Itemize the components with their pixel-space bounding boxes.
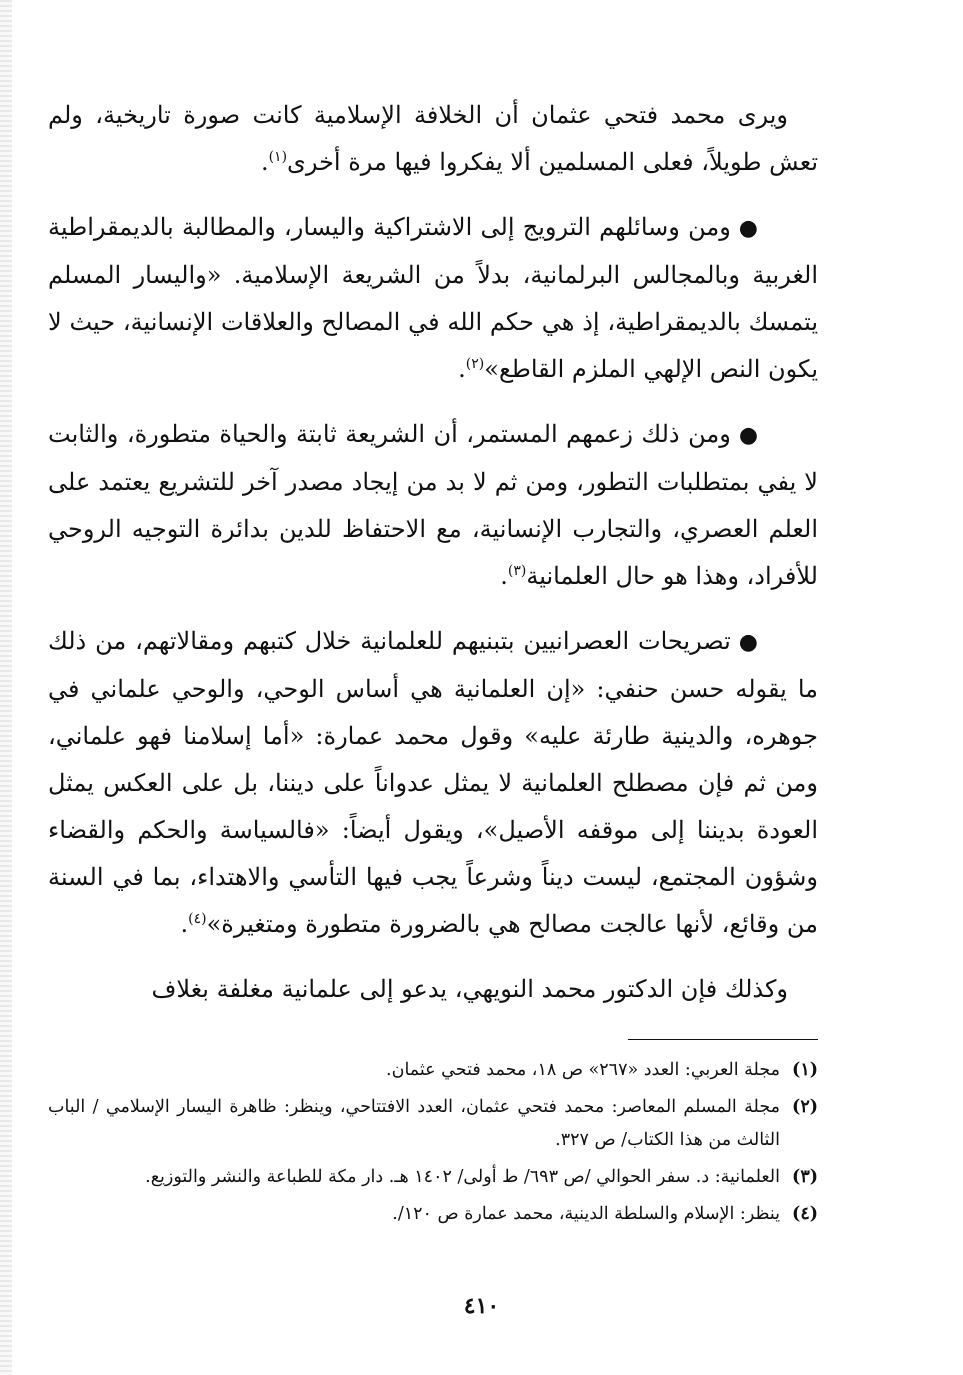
paragraph-1	[48, 92, 818, 186]
footnote-text: مجلة المسلم المعاصر: محمد فتحي عثمان، العدد الافتتاحي، وينظر: ظاهرة اليسار الإسلامي / الباب الثالث من هذا الكتاب/ ص ٣٢٧.	[48, 1097, 780, 1150]
bullet-icon: ●	[738, 423, 759, 448]
footnote-text: مجلة العربي: العدد «٢٦٧» ص ١٨، محمد فتحي عثمان.	[386, 1060, 780, 1080]
paragraph-text: ومن وسائلهم الترويج إلى الاشتراكية واليسار، والمطالبة بالديمقراطية الغربية وبالمجالس البرلمانية، بدلاً من الشريعة الإسلامية. «واليسار المسلم يتمسك بالديمقراطية، إذ هي حكم الله في المصالح والعلاقات الإنسانية، حيث لا يكون النص الإلهي الملزم القاطع»	[48, 213, 818, 383]
paragraph-5	[48, 966, 818, 1013]
footnote-ref: (١)	[268, 149, 288, 165]
footnote-text: العلمانية: د. سفر الحوالي /ص ٦٩٣/ ط أولى/ ١٤٠٢ هـ. دار مكة للطباعة والنشر والتوزيع.	[145, 1167, 780, 1187]
footnote-number: (٤)	[792, 1204, 818, 1224]
bullet-icon: ●	[738, 630, 758, 655]
paragraph-tail: .	[458, 355, 466, 383]
footnote-3	[48, 1161, 818, 1194]
footnotes	[48, 1054, 818, 1231]
paragraph-text: ويرى محمد فتحي عثمان أن الخلافة الإسلامية كانت صورة تاريخية، ولم تعش طويلاً، فعلى المسلمين ألا يفكروا فيها مرة أخرى	[48, 101, 818, 176]
paragraph-text: وكذلك فإن الدكتور محمد النويهي، يدعو إلى علمانية مغلفة بغلاف	[151, 975, 788, 1003]
footnote-text: ينظر: الإسلام والسلطة الدينية، محمد عمارة ص ١٢٠/.	[392, 1204, 780, 1224]
footnote-ref: (٣)	[507, 563, 527, 579]
page-content	[48, 92, 818, 1235]
footnote-4	[48, 1198, 818, 1231]
footnote-number: (٣)	[792, 1167, 818, 1187]
footnote-number: (١)	[792, 1060, 818, 1080]
paragraph-tail: .	[260, 148, 269, 176]
footnote-number: (٢)	[792, 1097, 818, 1117]
page-number: ٤١٠	[463, 1293, 500, 1319]
paragraph-2	[48, 204, 818, 393]
bullet-icon: ●	[738, 216, 758, 241]
footnote-1	[48, 1054, 818, 1087]
paragraph-4	[48, 618, 818, 948]
footnote-divider	[628, 1039, 818, 1040]
body-text	[48, 92, 818, 1013]
paragraph-text: ومن ذلك زعمهم المستمر، أن الشريعة ثابتة والحياة متطورة، والثابت لا يفي بمتطلبات التطور، ومن ثم لا بد من إيجاد مصدر آخر للتشريع يعتمد على العلم العصري، والتجارب الإنسانية، مع الاحتفاظ للدين بدائرة التوجيه الروحي للأفراد، وهذا هو حال العلمانية	[48, 420, 818, 590]
paragraph-tail: .	[500, 562, 508, 590]
paragraph-3	[48, 411, 818, 600]
footnote-ref: (٢)	[465, 356, 485, 372]
paragraph-tail: .	[180, 910, 189, 938]
footnote-2	[48, 1091, 818, 1157]
paragraph-text: تصريحات العصرانيين بتبنيهم للعلمانية خلال كتبهم ومقالاتهم، من ذلك ما يقوله حسن حنفي: «إن العلمانية هي أساس الوحي، والوحي علماني في جوهره، والدينية طارئة عليه» وقول محمد عمارة: «أما إسلامنا فهو علماني، ومن ثم فإن مصطلح العلمانية لا يمثل عدواناً على ديننا، بل على العكس يمثل العودة بديننا إلى موقفه الأصيل»، ويقول أيضاً: «فالسياسة والحكم والقضاء وشؤون المجتمع، ليست ديناً وشرعاً يجب فيها التأسي والاهتداء، بما في السنة من وقائع، لأنها عالجت مصالح هي بالضرورة متطورة ومتغيرة»	[48, 627, 818, 938]
scan-edge-decoration	[0, 0, 12, 1375]
footnote-ref: (٤)	[188, 911, 207, 927]
